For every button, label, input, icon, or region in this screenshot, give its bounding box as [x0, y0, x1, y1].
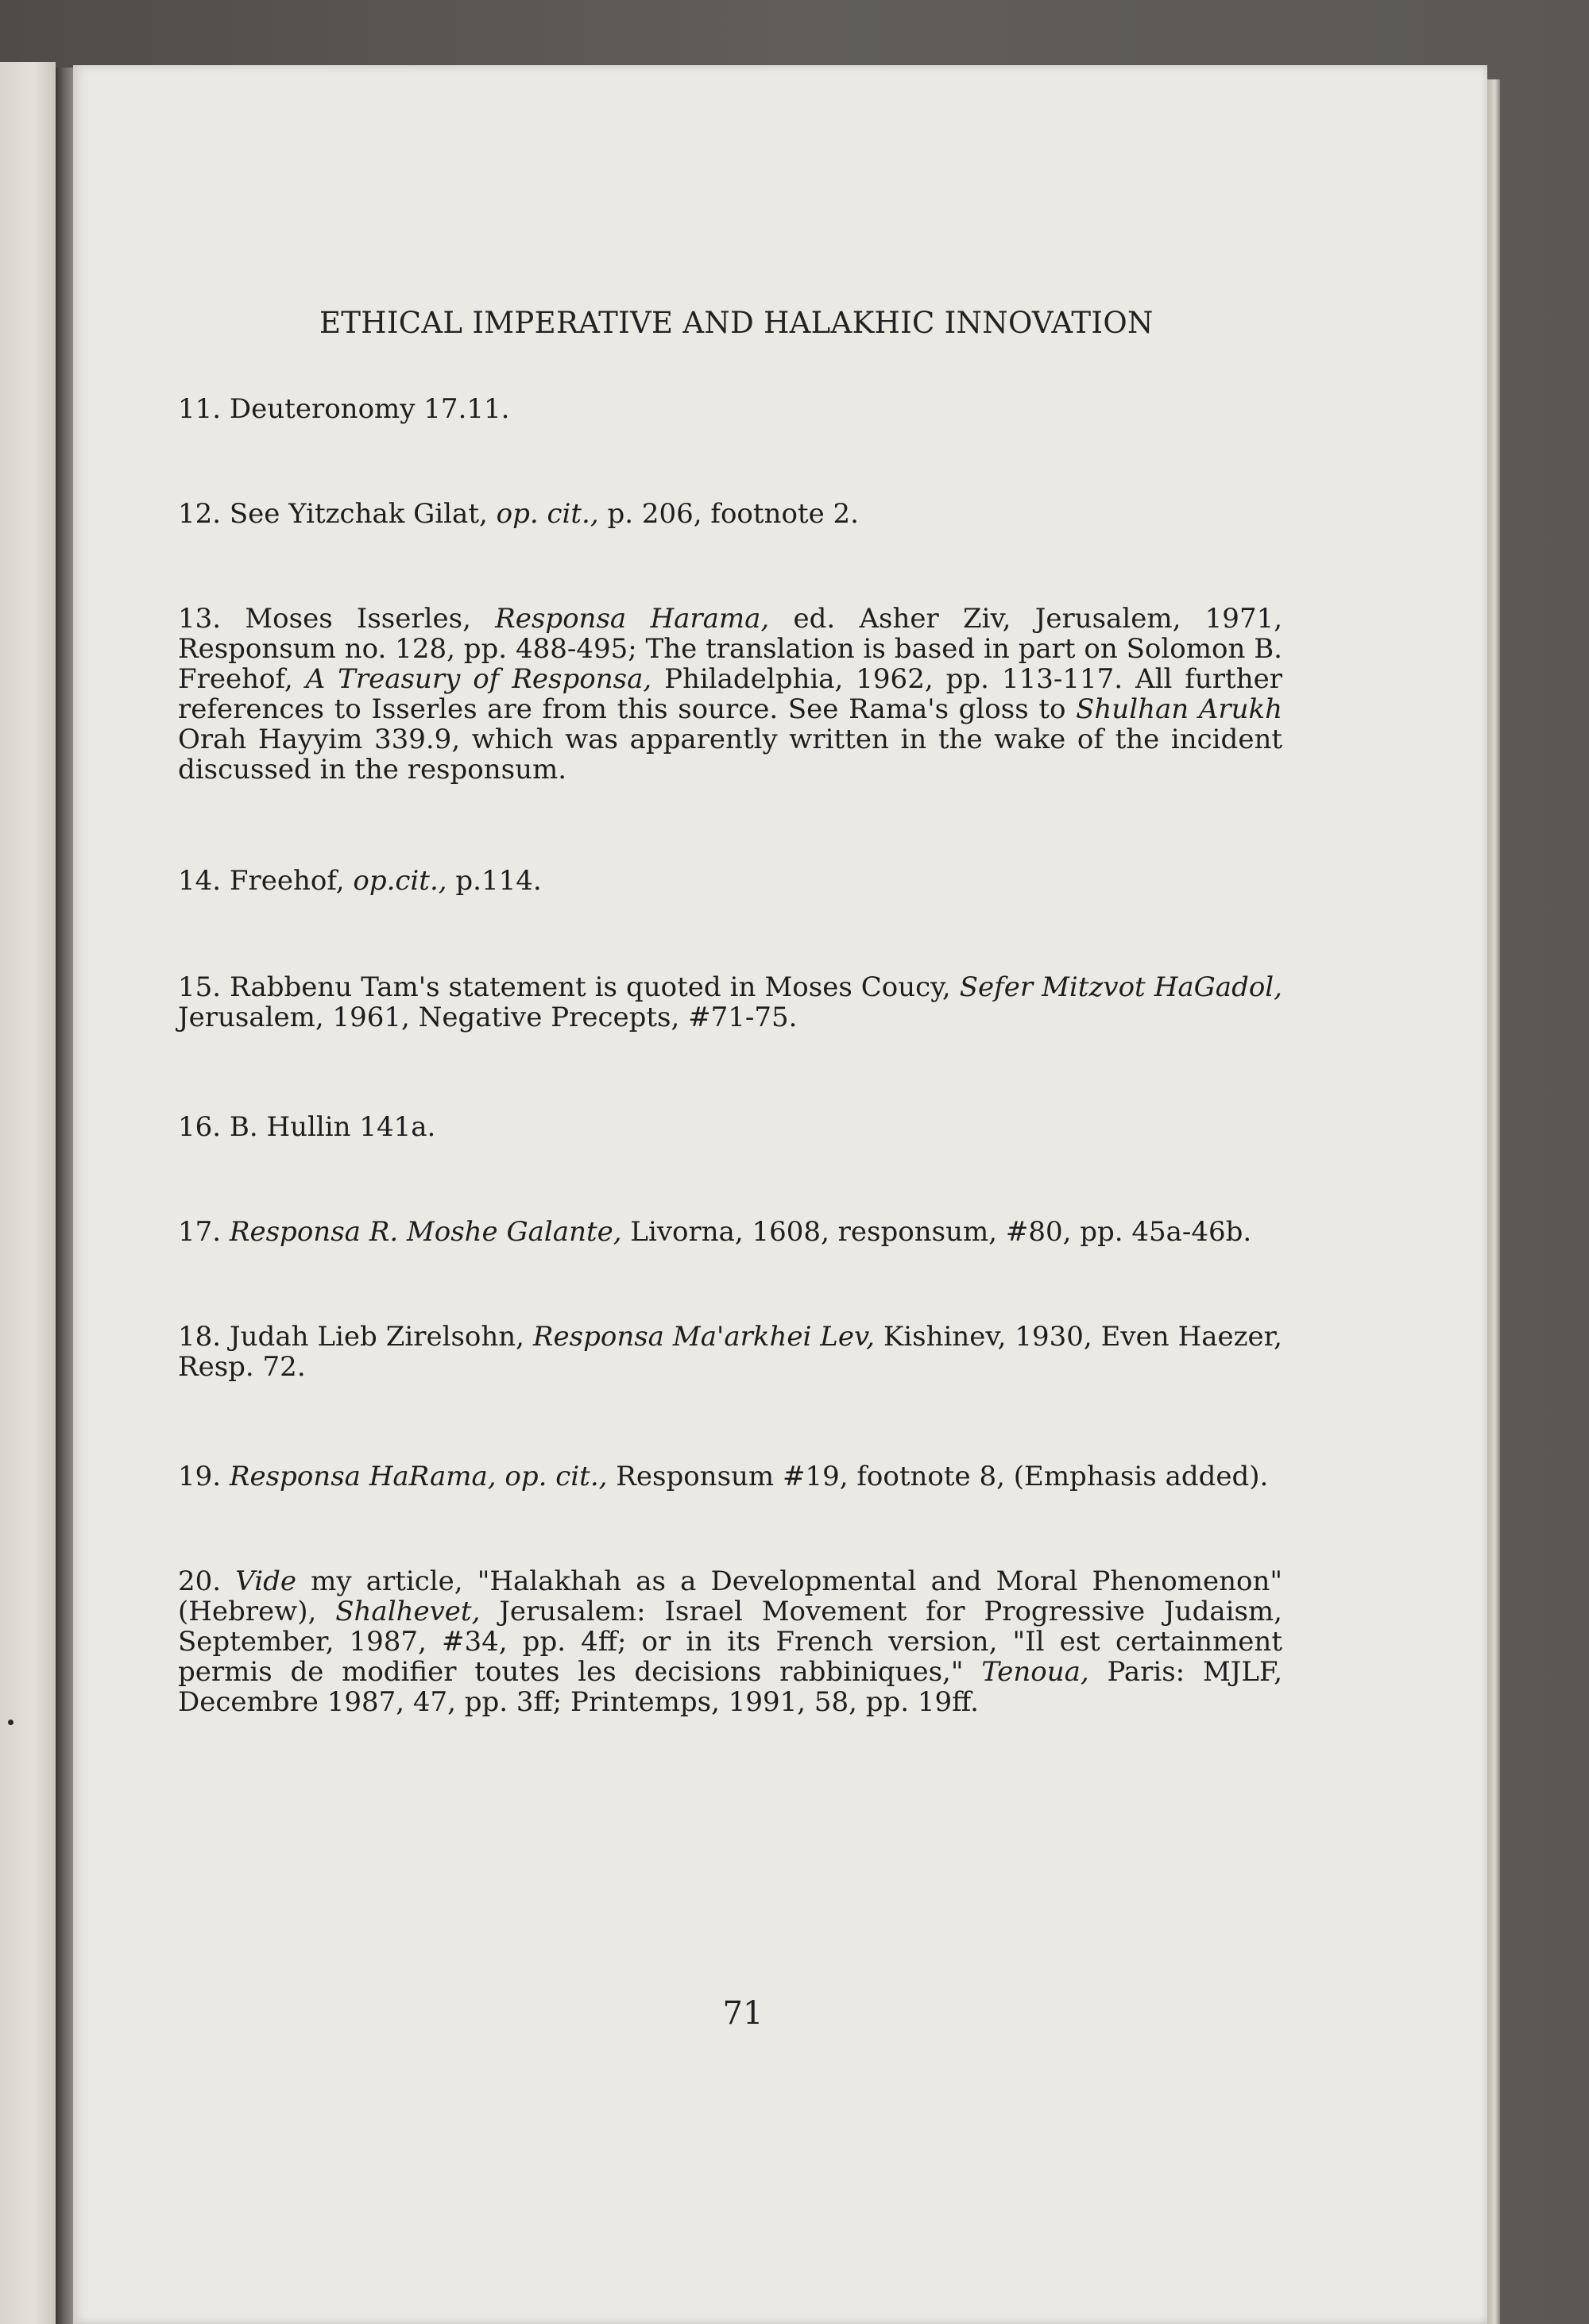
footnote-12: 12. See Yitzchak Gilat, op. cit., p. 206, footnote 2.	[178, 498, 859, 530]
page-stack-edge	[1487, 79, 1500, 2324]
footnote-20: 20. Vide my article, "Halakhah as a Developmental and Moral Phenomenon" (Hebrew), Shalhevet, Jerusalem: Israel Movement for Progressive Judaism, September, 1987, #34, pp. 4ff; or in its French version, "Il est certainment permis de modifier toutes les decisions rabbiniques," Tenoua, Paris: MJLF, Decembre 1987, 47, pp. 3ff; Printemps, 1991, 58, pp. 19ff.	[178, 1565, 1282, 1718]
footnote-17: 17. Responsa R. Moshe Galante, Livorna, 1608, responsum, #80, pp. 45a-46b.	[178, 1216, 1252, 1248]
page-number: 71	[722, 1995, 764, 2032]
dust-speck	[8, 1720, 14, 1725]
footnote-19: 19. Responsa HaRama, op. cit., Responsum #19, footnote 8, (Emphasis added).	[178, 1461, 1269, 1492]
footnote-16: 16. B. Hullin 141a.	[178, 1111, 436, 1143]
facing-page-edge	[0, 62, 56, 2324]
footnote-15: 15. Rabbenu Tam's statement is quoted in Moses Coucy, Sefer Mitzvot HaGadol, Jerusalem, 1961, Negative Precepts, #71-75.	[178, 971, 1282, 1033]
footnote-14: 14. Freehof, op.cit., p.114.	[178, 865, 542, 897]
footnote-18: 18. Judah Lieb Zirelsohn, Responsa Ma'arkhei Lev, Kishinev, 1930, Even Haezer, Resp. 72.	[178, 1321, 1282, 1383]
footnote-11: 11. Deuteronomy 17.11.	[178, 393, 510, 425]
footnote-13: 13. Moses Isserles, Responsa Harama, ed. Asher Ziv, Jerusalem, 1971, Responsum no. 128, pp. 488-495; The translation is based in part on Solomon B. Freehof, A Treasury of Responsa, Philadelphia, 1962, pp. 113-117. All further references to Isserles are from this source. See Rama's gloss to Shulhan Arukh Orah Hayyim 339.9, which was apparently written in the wake of the incident discussed in the responsum.	[178, 603, 1283, 786]
running-head: ETHICAL IMPERATIVE AND HALAKHIC INNOVATION	[319, 306, 1154, 340]
